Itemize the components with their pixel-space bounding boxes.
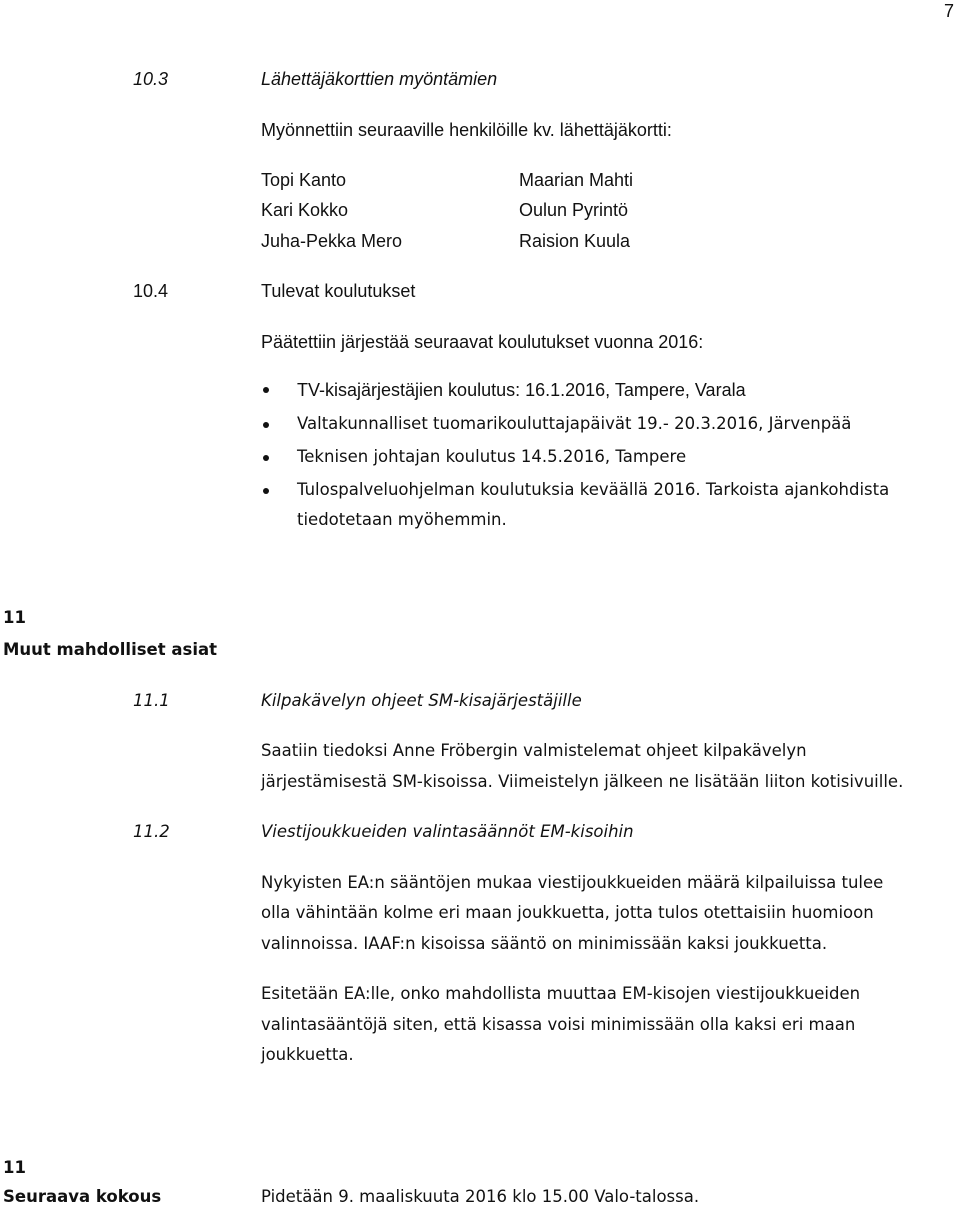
section-number-11: 11 (3, 608, 26, 627)
person-name: Kari Kokko (261, 200, 349, 220)
person-name: Topi Kanto (261, 170, 347, 190)
person-name: Juha-Pekka Mero (261, 231, 403, 251)
paragraph-line: valintasääntöjä siten, että kisassa voisi minimissään olla kaksi eri maan (261, 1015, 856, 1034)
subsection-title-11-1: Kilpakävelyn ohjeet SM-kisajärjestäjille (261, 691, 582, 710)
paragraph-line: Esitetään EA:lle, onko mahdollista muuttaa EM-kisojen viestijoukkueiden (261, 984, 861, 1003)
bullet-icon (263, 455, 269, 461)
bullet-icon (263, 422, 269, 428)
subsection-number-11-2: 11.2 (133, 822, 170, 841)
bullet-item: TV-kisajärjestäjien koulutus: 16.1.2016, Tampere, Varala (297, 380, 746, 400)
section-title-10-4: Tulevat koulutukset (261, 281, 416, 301)
section-heading-11: Muut mahdolliset asiat (3, 640, 218, 659)
bullet-item: Tulospalveluohjelman koulutuksia keväällä 2016. Tarkoista ajankohdista (297, 480, 890, 499)
paragraph-line: järjestämisestä SM-kisoissa. Viimeistelyn jälkeen ne lisätään liiton kotisivuille. (261, 772, 904, 791)
paragraph-line: Saatiin tiedoksi Anne Fröbergin valmistelemat ohjeet kilpakävelyn (261, 741, 807, 760)
person-club: Maarian Mahti (519, 170, 634, 190)
subsection-title-11-2: Viestijoukkueiden valintasäännöt EM-kisoihin (261, 822, 634, 841)
person-club: Oulun Pyrintö (519, 200, 629, 220)
bullet-item: Teknisen johtajan koulutus 14.5.2016, Tampere (297, 447, 687, 466)
section-intro-10-3: Myönnettiin seuraaville henkilöille kv. lähettäjäkortti: (261, 120, 672, 140)
page-number: 7 (944, 1, 955, 21)
section-number-10-4: 10.4 (133, 281, 169, 301)
next-meeting-text: Pidetään 9. maaliskuuta 2016 klo 15.00 Valo-talossa. (261, 1187, 700, 1206)
paragraph-line: valinnoissa. IAAF:n kisoissa sääntö on minimissään kaksi joukkuetta. (261, 934, 828, 953)
bullet-item: Valtakunnalliset tuomarikouluttajapäivät 19.- 20.3.2016, Järvenpää (297, 414, 852, 433)
section-intro-10-4: Päätettiin järjestää seuraavat koulutukset vuonna 2016: (261, 332, 704, 352)
paragraph-line: joukkuetta. (261, 1045, 354, 1064)
section-title-10-3: Lähettäjäkorttien myöntämien (261, 69, 498, 89)
section-number-10-3: 10.3 (133, 69, 169, 89)
subsection-number-11-1: 11.1 (133, 691, 170, 710)
paragraph-line: olla vähintään kolme eri maan joukkuetta, jotta tulos otettaisiin huomioon (261, 903, 874, 922)
bullet-icon (263, 387, 269, 393)
section-heading-next-meeting: Seuraava kokous (3, 1187, 162, 1206)
bullet-icon (263, 488, 269, 494)
paragraph-line: Nykyisten EA:n sääntöjen mukaa viestijoukkueiden määrä kilpailuissa tulee (261, 873, 884, 892)
bullet-item-continued: tiedotetaan myöhemmin. (297, 510, 507, 529)
section-number-11b: 11 (3, 1158, 26, 1177)
person-club: Raision Kuula (519, 231, 631, 251)
